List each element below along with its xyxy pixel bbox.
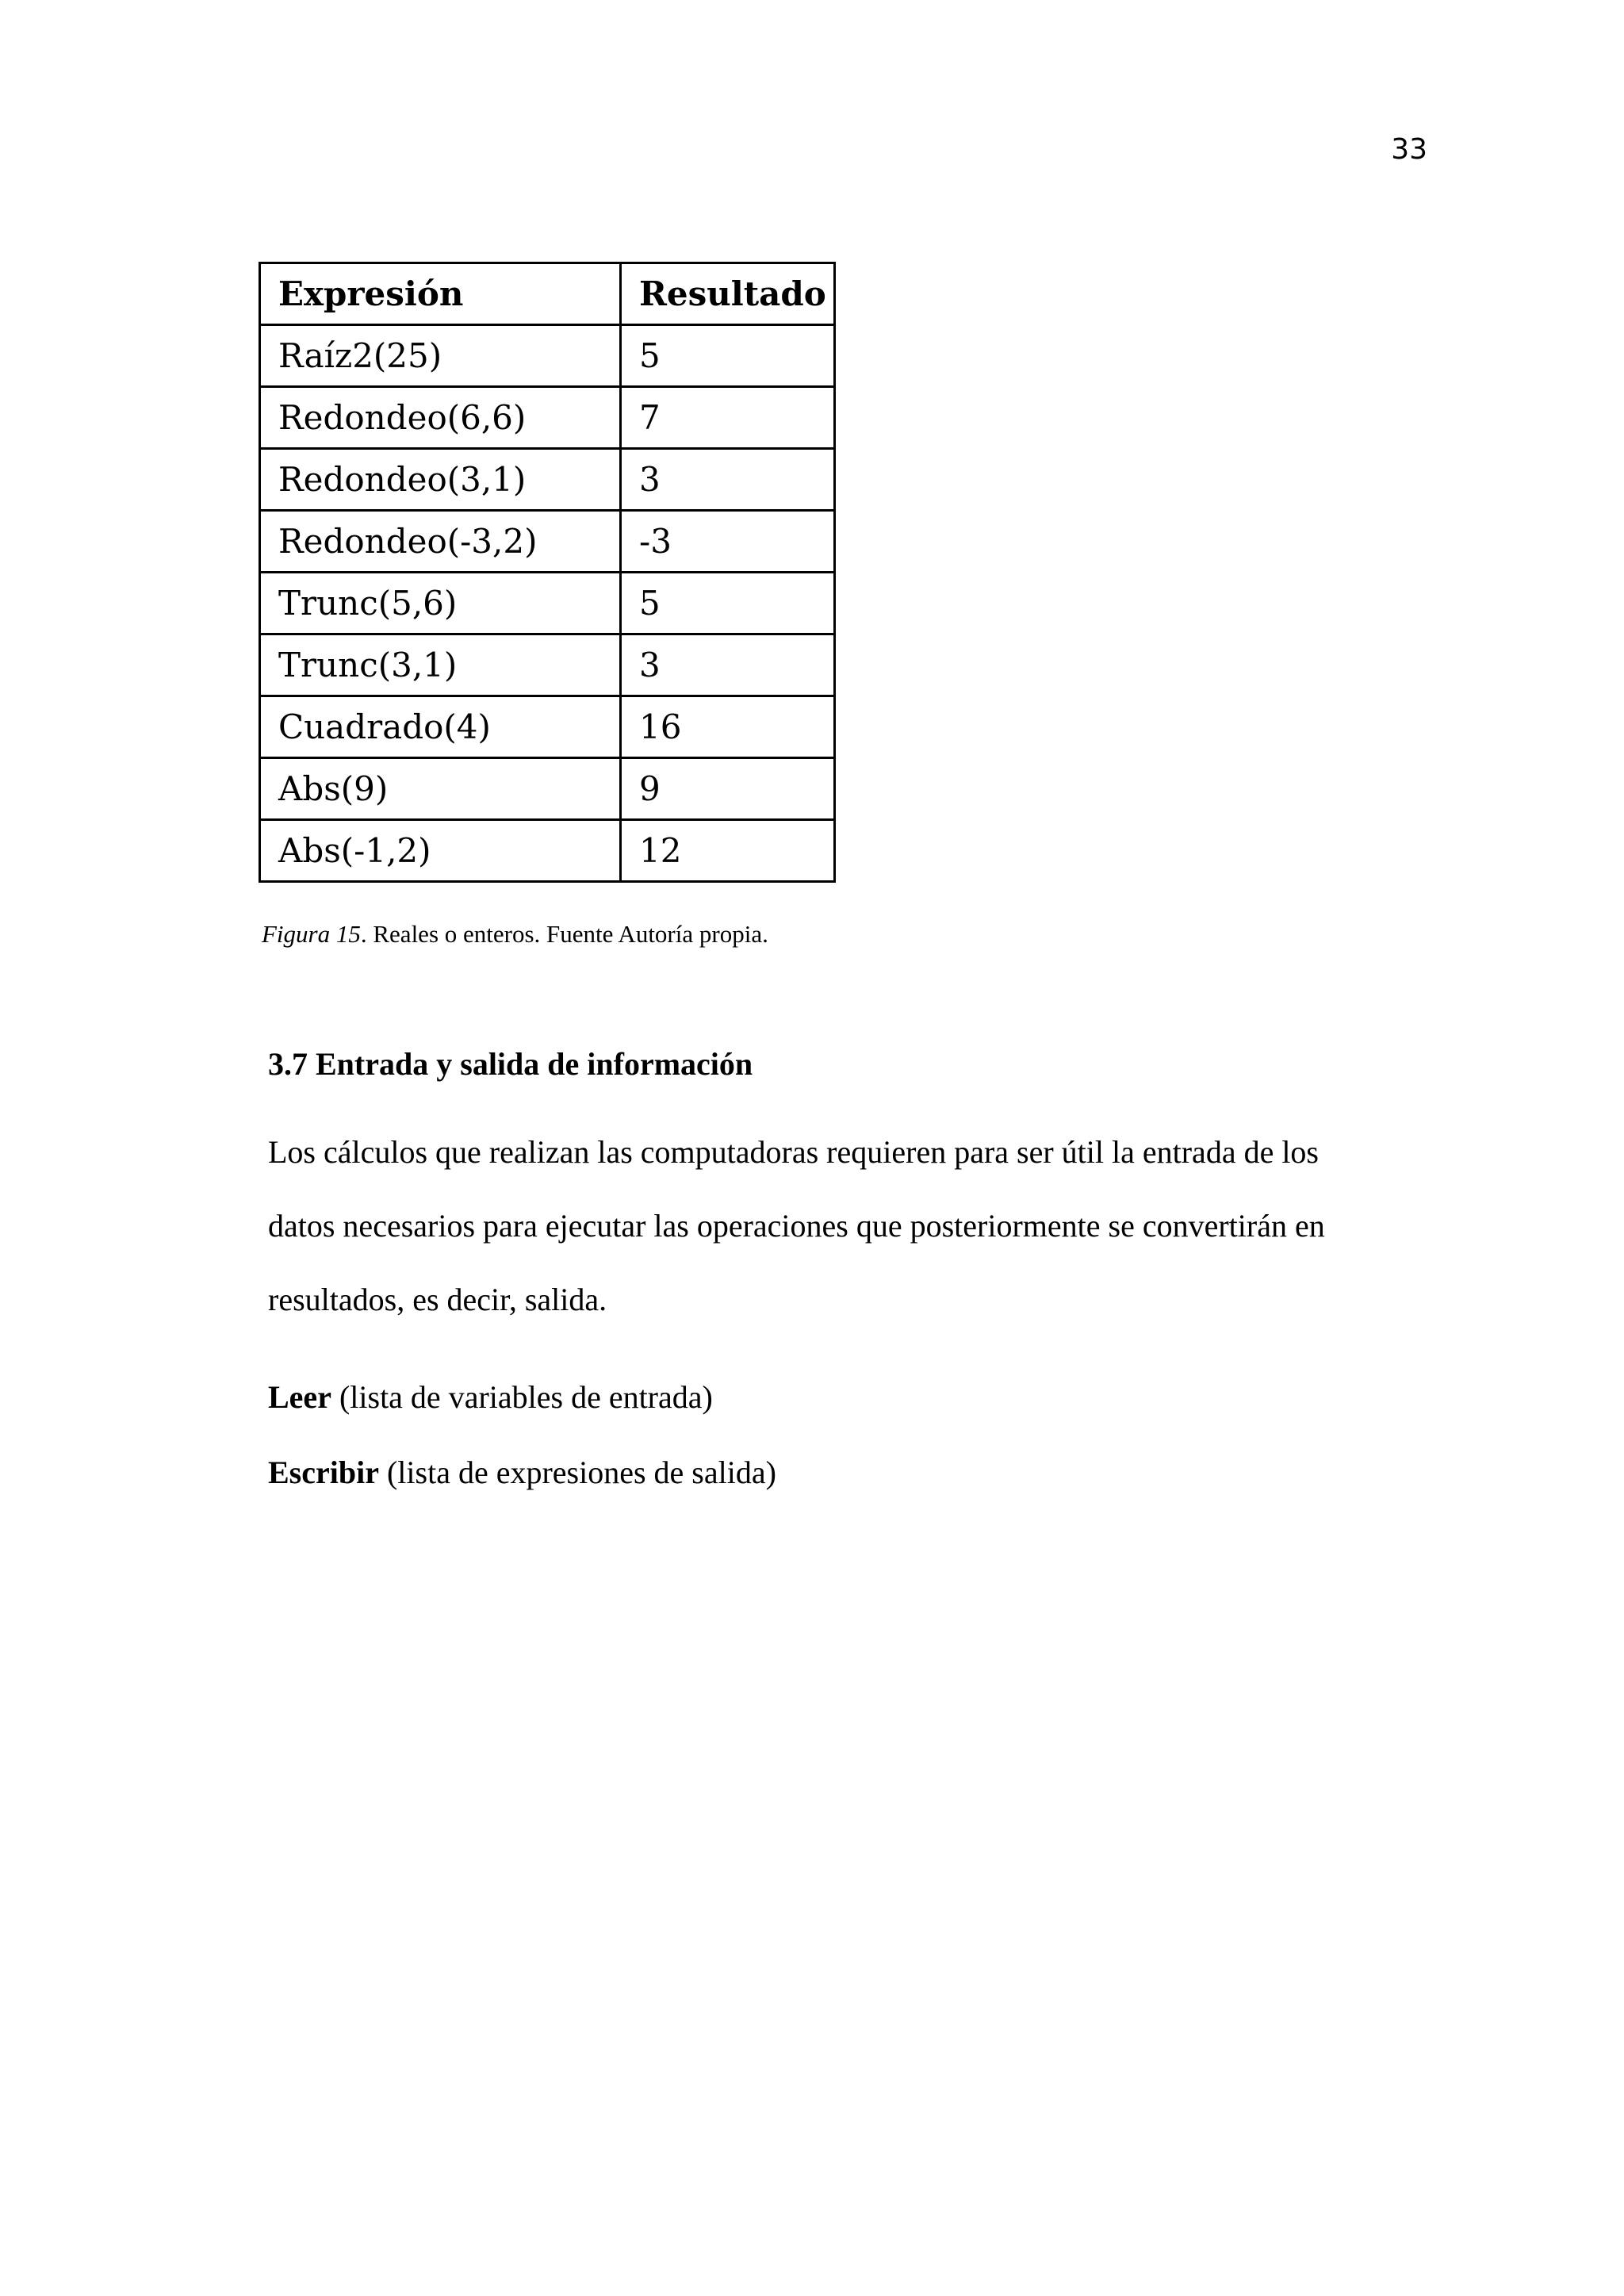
cell-result: 7 <box>621 387 835 449</box>
read-keyword: Leer <box>268 1379 331 1415</box>
cell-expression: Trunc(3,1) <box>260 634 621 696</box>
expression-table-figure <box>259 262 836 883</box>
expression-results-table <box>259 262 836 883</box>
cell-result: 3 <box>621 449 835 511</box>
paragraph-line: datos necesarios para ejecutar las operaciones que posteriormente se convertirán en <box>268 1208 1325 1244</box>
cell-expression: Redondeo(-3,2) <box>260 511 621 573</box>
read-description: (lista de variables de entrada) <box>331 1379 713 1415</box>
cell-expression: Raíz2(25) <box>260 325 621 387</box>
table-row <box>260 573 835 634</box>
cell-result: 16 <box>621 696 835 758</box>
header-expresion: Expresión <box>260 263 621 325</box>
paragraph-line: resultados, es decir, salida. <box>268 1282 607 1317</box>
table-row <box>260 758 835 820</box>
table-row <box>260 634 835 696</box>
cell-result: 12 <box>621 820 835 882</box>
cell-expression: Redondeo(3,1) <box>260 449 621 511</box>
cell-result: -3 <box>621 511 835 573</box>
figure-caption-text: . Reales o enteros. Fuente Autoría propia. <box>360 920 768 948</box>
figure-label: Figura 15 <box>262 920 361 948</box>
header-resultado: Resultado <box>621 263 835 325</box>
table-row <box>260 696 835 758</box>
cell-expression: Redondeo(6,6) <box>260 387 621 449</box>
section-heading: 3.7 Entrada y salida de información <box>268 1046 753 1082</box>
read-statement <box>268 1378 713 1416</box>
figure-caption <box>262 920 768 949</box>
table-header-row <box>260 263 835 325</box>
paragraph-line: Los cálculos que realizan las computadoras requieren para ser útil la entrada de los <box>268 1134 1319 1170</box>
table-row <box>260 325 835 387</box>
cell-result: 5 <box>621 573 835 634</box>
cell-result: 9 <box>621 758 835 820</box>
body-paragraph <box>268 1115 1362 1336</box>
table-row <box>260 449 835 511</box>
cell-expression: Abs(-1,2) <box>260 820 621 882</box>
cell-expression: Abs(9) <box>260 758 621 820</box>
page-number: 33 <box>1391 133 1427 166</box>
cell-expression: Trunc(5,6) <box>260 573 621 634</box>
table-row <box>260 820 835 882</box>
write-keyword: Escribir <box>268 1455 379 1490</box>
cell-result: 3 <box>621 634 835 696</box>
cell-result: 5 <box>621 325 835 387</box>
cell-expression: Cuadrado(4) <box>260 696 621 758</box>
write-statement <box>268 1454 776 1491</box>
write-description: (lista de expresiones de salida) <box>378 1455 776 1490</box>
table-row <box>260 511 835 573</box>
table-row <box>260 387 835 449</box>
